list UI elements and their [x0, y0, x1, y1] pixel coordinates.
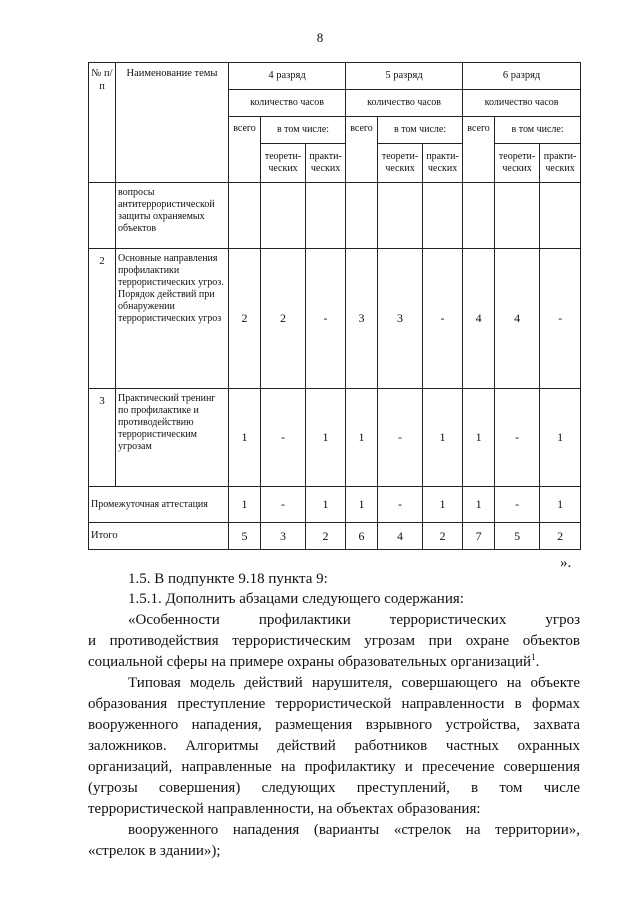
cell-total-4 — [229, 183, 261, 249]
row-topic: Основные направления профилактики террористических угроз. Порядок действий при обнаружении террористических угроз — [116, 249, 229, 389]
cell-practice-4: 2 — [306, 523, 346, 550]
cell-theory-6: - — [495, 487, 540, 523]
cell-theory-5 — [378, 183, 423, 249]
cell-practice-6 — [540, 183, 581, 249]
course-hours-table — [88, 62, 581, 550]
header-grade-5: 5 разряд — [346, 63, 463, 90]
row-topic: Практический тренинг по профилактике и противодействию террористическим угрозам — [116, 389, 229, 487]
cell-theory-4 — [261, 183, 306, 249]
header-including-6: в том числе: — [495, 117, 581, 144]
cell-practice-5: 1 — [423, 389, 463, 487]
cell-practice-4 — [306, 183, 346, 249]
paragraph-model-line-last: террористической направленности, на объектах образования: — [88, 801, 481, 817]
header-including-4: в том числе: — [261, 117, 346, 144]
header-practice-5: практи-ческих — [423, 144, 463, 183]
cell-practice-4: 1 — [306, 389, 346, 487]
header-topic-name: Наименование темы — [116, 63, 229, 183]
row-num — [89, 183, 116, 249]
cell-total-6: 1 — [463, 389, 495, 487]
quote-close: ». — [560, 555, 572, 571]
cell-theory-4: - — [261, 389, 306, 487]
cell-total-4: 1 — [229, 487, 261, 523]
cell-theory-6 — [495, 183, 540, 249]
paragraph-model-line: (угрозы совершения) следующих преступлений, в том числе — [88, 780, 580, 796]
cell-total-5: 1 — [346, 389, 378, 487]
cell-practice-5: 2 — [423, 523, 463, 550]
header-practice-6: практи-ческих — [540, 144, 581, 183]
paragraph-model-line: организаций, направленные на профилактику и пресечение совершения — [88, 759, 580, 775]
paragraph-heading-line: «Особенности профилактики террористических угроз — [128, 612, 580, 628]
table-row — [89, 389, 581, 487]
header-total-4: всего — [229, 117, 261, 183]
cell-theory-6: 4 — [495, 249, 540, 389]
paragraph-heading-line-last — [88, 652, 580, 673]
cell-total-5: 1 — [346, 487, 378, 523]
paragraph-model-line: заложников. Алгоритмы действий работников частных охранных — [88, 738, 580, 754]
paragraph-model-line: Типовая модель действий нарушителя, совершающего на объекте — [128, 675, 580, 691]
paragraph-amendment: 1.5.1. Дополнить абзацами следующего содержания: — [128, 591, 464, 607]
total-row — [89, 523, 581, 550]
header-theory-5: теорети-ческих — [378, 144, 423, 183]
cell-total-6: 7 — [463, 523, 495, 550]
header-total-6: всего — [463, 117, 495, 183]
heading-text: социальной сферы на примере охраны образовательных организаций — [88, 654, 532, 670]
paragraph-heading-line: и противодействия террористическим угрозам при охране объектов — [88, 633, 580, 649]
table-row — [89, 249, 581, 389]
header-hours-5: количество часов — [346, 90, 463, 117]
row-num: 3 — [89, 389, 116, 487]
header-grade-6: 6 разряд — [463, 63, 581, 90]
cell-practice-4: - — [306, 249, 346, 389]
cell-practice-6: 1 — [540, 389, 581, 487]
cell-theory-4: 2 — [261, 249, 306, 389]
cell-total-6 — [463, 183, 495, 249]
cell-practice-6: 1 — [540, 487, 581, 523]
cell-practice-5: - — [423, 249, 463, 389]
paragraph-subclause: 1.5. В подпункте 9.18 пункта 9: — [128, 571, 328, 587]
total-label: Итого — [89, 523, 229, 550]
cell-theory-6: 5 — [495, 523, 540, 550]
paragraph-attack-line-last: «стрелок в здании»); — [88, 843, 221, 859]
footnote-ref: 1 — [531, 652, 536, 662]
cell-theory-5: 3 — [378, 249, 423, 389]
cell-theory-4: 3 — [261, 523, 306, 550]
cell-total-6: 1 — [463, 487, 495, 523]
heading-end: . — [535, 654, 540, 670]
paragraph-model-line: образования преступление террористической направленности в формах — [88, 696, 580, 712]
page-number: 8 — [316, 30, 324, 45]
cell-total-4: 2 — [229, 249, 261, 389]
cell-practice-5: 1 — [423, 487, 463, 523]
interim-label: Промежуточная аттестация — [89, 487, 229, 523]
paragraph-attack-line: вооруженного нападения (варианты «стрелок на территории», — [128, 822, 580, 838]
cell-total-4: 1 — [229, 389, 261, 487]
row-topic: вопросы антитеррористической защиты охраняемых объектов — [116, 183, 229, 249]
header-hours-6: количество часов — [463, 90, 581, 117]
header-hours-4: количество часов — [229, 90, 346, 117]
row-num: 2 — [89, 249, 116, 389]
header-theory-4: теорети-ческих — [261, 144, 306, 183]
cell-total-4: 5 — [229, 523, 261, 550]
table-row — [89, 183, 581, 249]
header-num: № п/п — [89, 63, 116, 183]
cell-total-6: 4 — [463, 249, 495, 389]
cell-theory-4: - — [261, 487, 306, 523]
cell-theory-5: - — [378, 487, 423, 523]
header-practice-4: практи-ческих — [306, 144, 346, 183]
cell-theory-5: 4 — [378, 523, 423, 550]
header-theory-6: теорети-ческих — [495, 144, 540, 183]
cell-total-5 — [346, 183, 378, 249]
header-total-5: всего — [346, 117, 378, 183]
header-grade-4: 4 разряд — [229, 63, 346, 90]
cell-practice-5 — [423, 183, 463, 249]
cell-total-5: 3 — [346, 249, 378, 389]
cell-theory-5: - — [378, 389, 423, 487]
cell-practice-4: 1 — [306, 487, 346, 523]
cell-practice-6: 2 — [540, 523, 581, 550]
cell-theory-6: - — [495, 389, 540, 487]
interim-row — [89, 487, 581, 523]
header-including-5: в том числе: — [378, 117, 463, 144]
paragraph-model-line: вооруженного нападения, размещения взрывного устройства, захвата — [88, 717, 580, 733]
cell-practice-6: - — [540, 249, 581, 389]
cell-total-5: 6 — [346, 523, 378, 550]
